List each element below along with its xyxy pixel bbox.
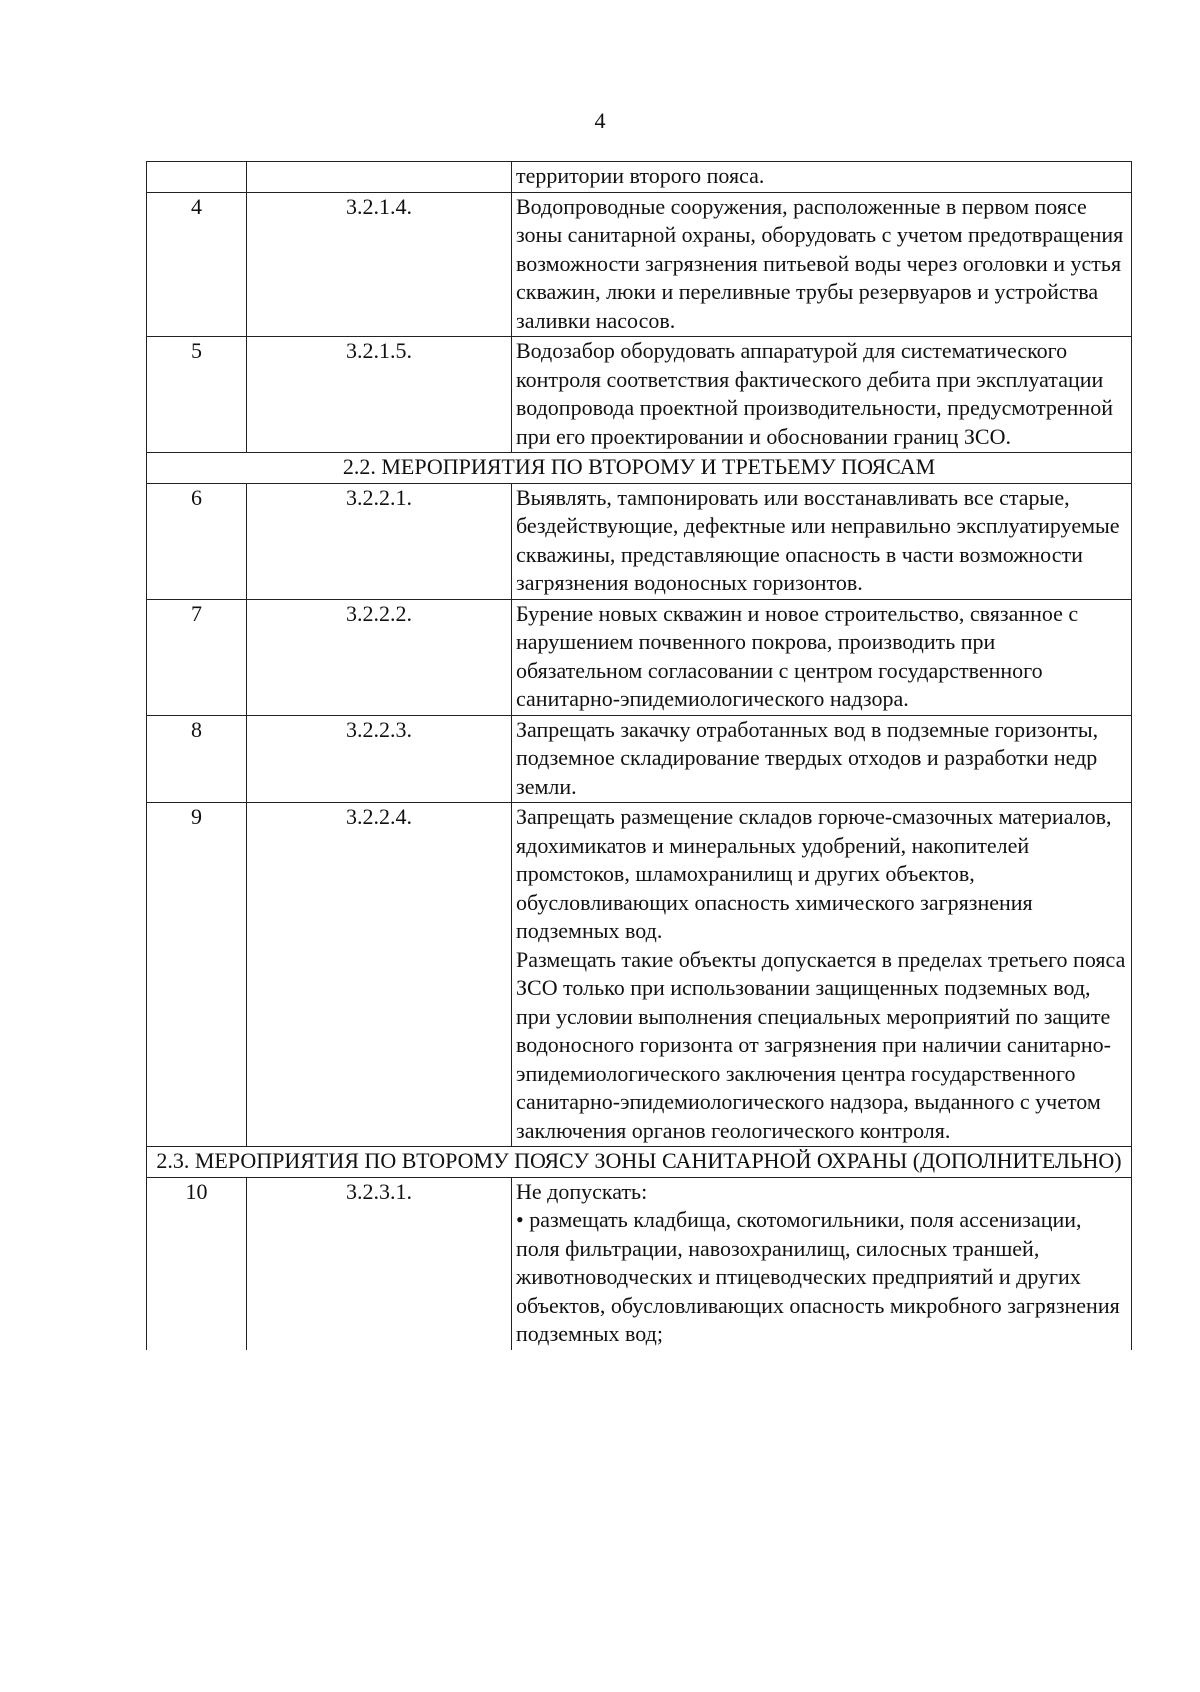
- measure-paragraph: Запрещать закачку отработанных вод в подземные горизонты, подземное складирование твердых отходов и разработки недр земли.: [516, 716, 1099, 799]
- table-row: [147, 599, 1132, 715]
- measure-text: [512, 803, 1132, 1147]
- table-row: [147, 162, 1132, 193]
- row-number: 6: [147, 483, 247, 599]
- row-number: [147, 162, 247, 193]
- clause-code: 3.2.1.4.: [247, 192, 512, 337]
- measure-paragraph: Водозабор оборудовать аппаратурой для систематического контроля соответствия фактического дебита при эксплуатации водопровода проектной производительности, предусмотренной при его проектировании и обосновании границ ЗСО.: [516, 338, 1113, 449]
- measure-paragraph: Не допускать:: [516, 1178, 648, 1204]
- clause-code: 3.2.2.4.: [247, 803, 512, 1147]
- table-row: [147, 1177, 1132, 1350]
- clause-code: 3.2.3.1.: [247, 1177, 512, 1350]
- table-row: [147, 483, 1132, 599]
- section-heading: 2.2. МЕРОПРИЯТИЯ ПО ВТОРОМУ И ТРЕТЬЕМУ ПОЯСАМ: [147, 453, 1132, 484]
- row-number: 9: [147, 803, 247, 1147]
- measure-text: [512, 162, 1132, 193]
- section-row: [147, 453, 1132, 484]
- table-row: [147, 337, 1132, 453]
- measure-paragraph: Бурение новых скважин и новое строительство, связанное с нарушением почвенного покрова, производить при обязательном согласовании с центром государственного санитарно-эпидемиологического надзора.: [516, 600, 1079, 711]
- measures-table: [146, 161, 1132, 1350]
- page-number: 4: [594, 108, 606, 133]
- measure-text: [512, 599, 1132, 715]
- table-row: [147, 715, 1132, 803]
- table-row: [147, 803, 1132, 1147]
- measure-paragraph: Размещать такие объекты допускается в пределах третьего пояса ЗСО только при использовании защищенных подземных вод, при условии выполнения специальных мероприятий по защите водоносного горизонта от загрязнения при наличии санитарно-эпидемиологического заключения центра государственного санитарно-эпидемиологического надзора, выданного с учетом заключения органов геологического контроля.: [516, 946, 1126, 1143]
- measure-paragraph: • размещать кладбища, скотомогильники, поля ассенизации, поля фильтрации, навозохранилищ, силосных траншей,: [516, 1207, 1082, 1261]
- measure-paragraph: животноводческих и птицеводческих предприятий и других объектов, обусловливающих опасность микробного загрязнения подземных вод;: [516, 1264, 1120, 1346]
- clause-code: 3.2.1.5.: [247, 337, 512, 453]
- row-number: 10: [147, 1177, 247, 1350]
- table-row: [147, 192, 1132, 337]
- measure-text: [512, 483, 1132, 599]
- row-number: 5: [147, 337, 247, 453]
- measure-paragraph: Водопроводные сооружения, расположенные в первом поясе зоны санитарной охраны, оборудовать с учетом предотвращения возможности загрязнения питьевой воды через оголовки и устья скважин, люки и переливные трубы резервуаров и устройства заливки насосов.: [516, 193, 1124, 333]
- measure-paragraph: Выявлять, тампонировать или восстанавливать все старые, бездействующие, дефектные или неправильно эксплуатируемые скважины, представляющие опасность в части возможности загрязнения водоносных горизонтов.: [516, 484, 1120, 595]
- section-row: [147, 1147, 1132, 1178]
- row-number: 8: [147, 715, 247, 803]
- measure-paragraph: Запрещать размещение складов горюче-смазочных материалов, ядохимикатов и минеральных удобрений, накопителей промстоков, шламохранилищ и других объектов, обусловливающих опасность химического загрязнения подземных вод.: [516, 804, 1112, 943]
- measure-text: [512, 1177, 1132, 1350]
- row-number: 7: [147, 599, 247, 715]
- row-number: 4: [147, 192, 247, 337]
- section-heading: 2.3. МЕРОПРИЯТИЯ ПО ВТОРОМУ ПОЯСУ ЗОНЫ САНИТАРНОЙ ОХРАНЫ (ДОПОЛНИТЕЛЬНО): [147, 1147, 1132, 1178]
- measure-paragraph: территории второго пояса.: [516, 163, 765, 188]
- clause-code: 3.2.2.2.: [247, 599, 512, 715]
- clause-code: [247, 162, 512, 193]
- clause-code: 3.2.2.3.: [247, 715, 512, 803]
- measure-text: [512, 715, 1132, 803]
- measure-text: [512, 192, 1132, 337]
- measure-text: [512, 337, 1132, 453]
- clause-code: 3.2.2.1.: [247, 483, 512, 599]
